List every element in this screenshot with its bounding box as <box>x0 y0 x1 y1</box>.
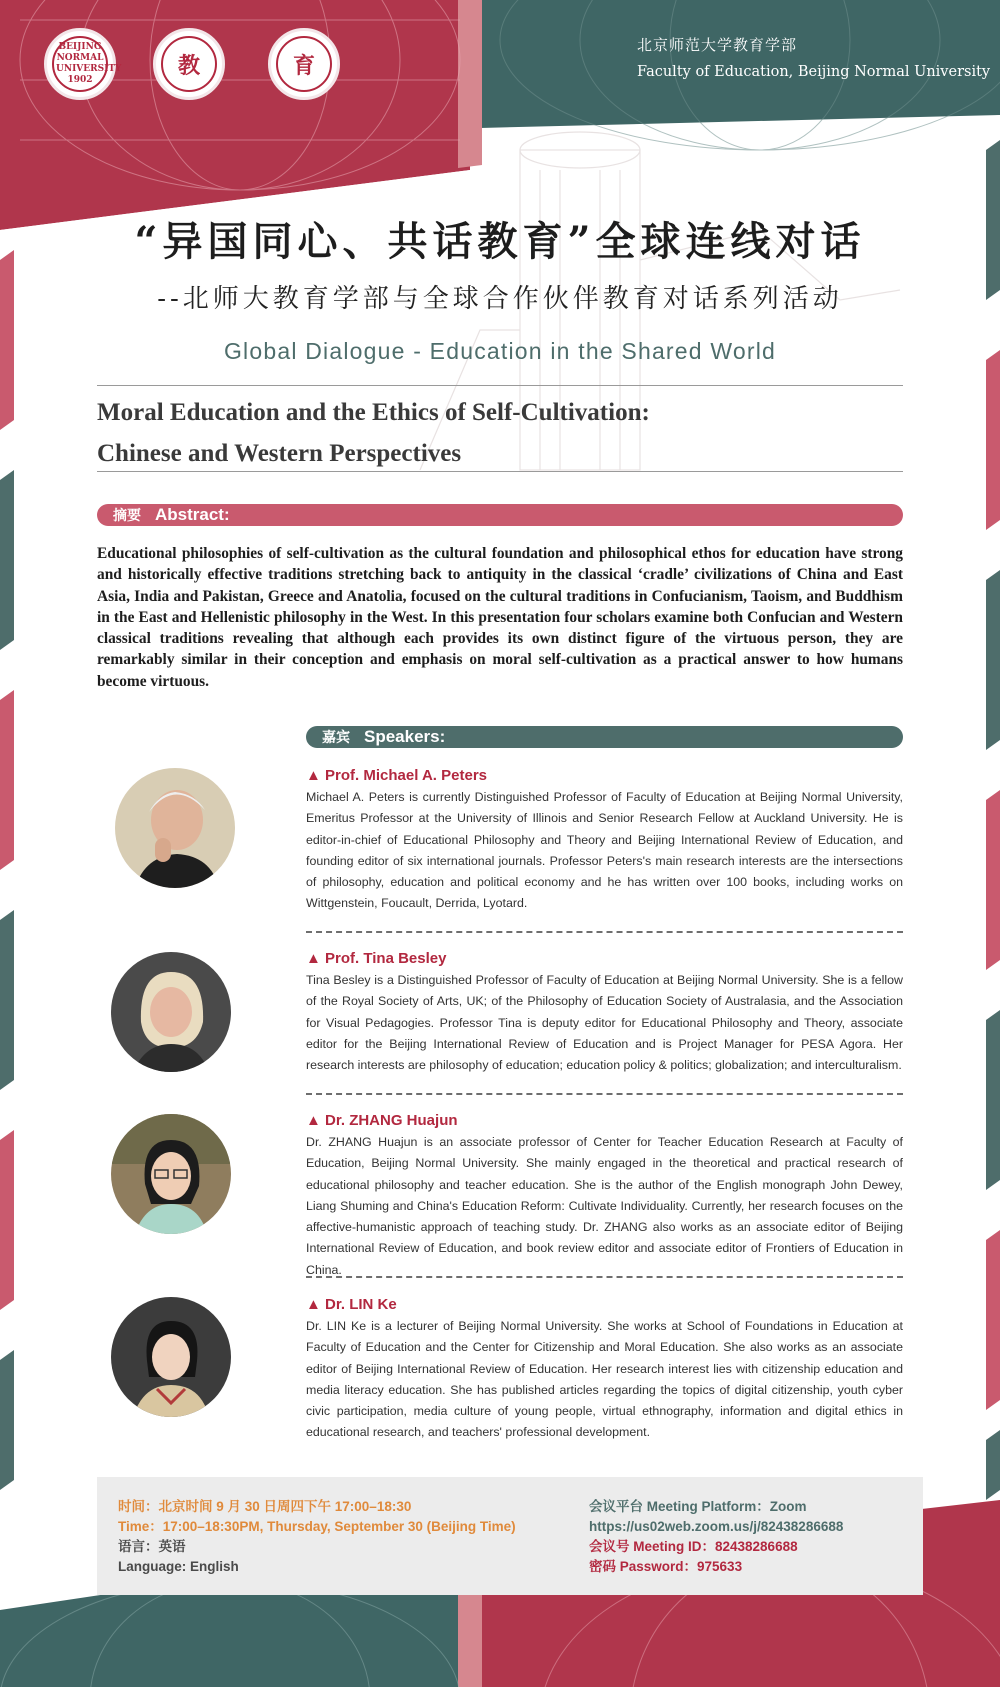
speaker-name: ▲ Dr. ZHANG Huajun <box>306 1112 458 1129</box>
speaker-photo-zhang <box>111 1114 231 1234</box>
event-subtitle-cn: --北师大教育学部与全球合作伙伴教育对话系列活动 <box>157 284 843 314</box>
abstract-label-cn: 摘要 <box>113 508 141 524</box>
language-cn: 语言：英语 <box>118 1539 186 1554</box>
speaker-bio: Tina Besley is a Distinguished Professor of Faculty of Education at Beijing Normal University. She is a fellow of the Royal Society of Arts, UK; of the Philosophy of Education Society of Australasia, and the Association for Visual Pedagogies. Professor Tina is deputy editor for Educational Philosophy and Theory, associate editor for the Beijing International Review of Education and is Project Manager for PESA Agora. Her research interests are philosophy of education; education policy & politics; globalization; and interculturalism. <box>306 973 903 1073</box>
bnu-seal-logo <box>44 28 122 100</box>
talk-title <box>97 392 897 474</box>
college-logo-glyph: 育 <box>292 52 315 79</box>
abstract-heading <box>97 504 903 526</box>
faculty-name-cn: 北京师范大学教育学部 <box>637 36 798 54</box>
faculty-name-en: Faculty of Education, Beijing Normal University <box>637 64 991 80</box>
speaker-divider <box>306 1276 903 1278</box>
meeting-url-link[interactable]: https://us02web.zoom.us/j/82438286688 <box>589 1519 844 1534</box>
faculty-of-education-logo <box>153 28 225 100</box>
speaker-photo-besley <box>111 952 231 1072</box>
event-title-cn: “异国同心、共话教育”全球连线对话 <box>134 218 866 265</box>
meeting-details <box>589 1497 843 1577</box>
time-en: Time：17:00–18:30PM, Thursday, September 30 (Beijing Time) <box>118 1519 516 1534</box>
speaker-divider <box>306 931 903 933</box>
language-en: Language: English <box>118 1559 239 1574</box>
speakers-heading <box>306 726 903 748</box>
title-divider-bottom <box>97 471 903 472</box>
event-title-en: Global Dialogue - Education in the Shared World <box>223 338 777 364</box>
bnu-seal-text: BEIJING NORMAL UNIVERSITY 1902 <box>56 42 122 85</box>
meeting-platform: 会议平台 Meeting Platform：Zoom <box>589 1499 807 1514</box>
speaker-photo-peters <box>115 768 235 888</box>
speaker-photo-lin <box>111 1297 231 1417</box>
speakers-label-cn: 嘉宾 <box>322 730 350 746</box>
title-divider-top <box>97 385 903 386</box>
abstract-text: Educational philosophies of self-cultivation as the cultural foundation and philosophical ethos for education have strong and historically effective traditions stretching back to antiquity in the classical ‘cradle’ civilizations of China and East Asia, India and Pakistan, Greece and Anatolia, focused on the cultural traditions in Confucianism, Taoism, and Buddhism in the East and Hellenistic philosophy in the West. In this presentation four scholars examine both Confucian and Western classical traditions revealing that although each provides its own distinct figure of the virtuous person, they are remarkably similar in their conception and emphasis on moral self-cultivation as a practical answer to how humans become virtuous. <box>97 545 903 690</box>
speakers-label-en: Speakers: <box>364 727 446 746</box>
meeting-password: 密码 Password：975633 <box>589 1559 743 1574</box>
talk-title-line1: Moral Education and the Ethics of Self-Cultivation: <box>97 399 650 426</box>
speaker-name: ▲ Prof. Tina Besley <box>306 950 447 967</box>
speaker-name: ▲ Dr. LIN Ke <box>306 1296 397 1313</box>
meeting-id: 会议号 Meeting ID：82438286688 <box>589 1539 798 1554</box>
talk-title-line2: Chinese and Western Perspectives <box>97 440 462 467</box>
international-college-logo <box>268 28 340 100</box>
time-cn: 时间：北京时间 9 月 30 日周四下午 17:00–18:30 <box>118 1499 412 1514</box>
speaker-bio: Dr. LIN Ke is a lecturer of Beijing Normal University. She works at School of Foundations in Education at Faculty of Education and the Center for Citizenship and Moral Education. She also works as an associate editor of Beijing International Review of Education. Her research interest lies with citizenship education and media literacy education. She has published articles regarding the topics of digital citizenship, youth cyber civic participation, media culture of young people, virtual ethnography, information and digital ethics in educational research, and teachers' professional development. <box>306 1319 903 1440</box>
speaker-bio: Dr. ZHANG Huajun is an associate professor of Center for Teacher Education Research at Faculty of Education, Beijing Normal University. She mainly engaged in the theoretical and practical research of educational philosophy and teacher education. She is the author of the English monograph John Dewey, Liang Shuming and China's Education Reform: Cultivate Individuality. Currently, her research focuses on the affective-humanistic approach of teaching study. Dr. ZHANG also works as an associate editor of Beijing International Review of Education, and book review editor and associate editor of Frontiers of Education in China. <box>306 1135 903 1277</box>
faculty-logo-glyph: 教 <box>177 52 200 79</box>
abstract-label-en: Abstract: <box>155 505 230 524</box>
speaker-bio: Michael A. Peters is currently Distinguished Professor of Faculty of Education at Beijing Normal University, Emeritus Professor at the University of Illinois and Senior Research Fellow at Auckland University. He is editor-in-chief of Educational Philosophy and Theory and Beijing International Review of Education, and founding editor of six international journals. Professor Peters's main research interests are the intersections of philosophy, education and political economy and he has written over 100 books, including works on Wittgenstein, Foucault, Derrida, Lyotard. <box>306 790 903 911</box>
speaker-name: ▲ Prof. Michael A. Peters <box>306 767 488 784</box>
speaker-divider <box>306 1093 903 1095</box>
event-time-language <box>118 1497 516 1577</box>
